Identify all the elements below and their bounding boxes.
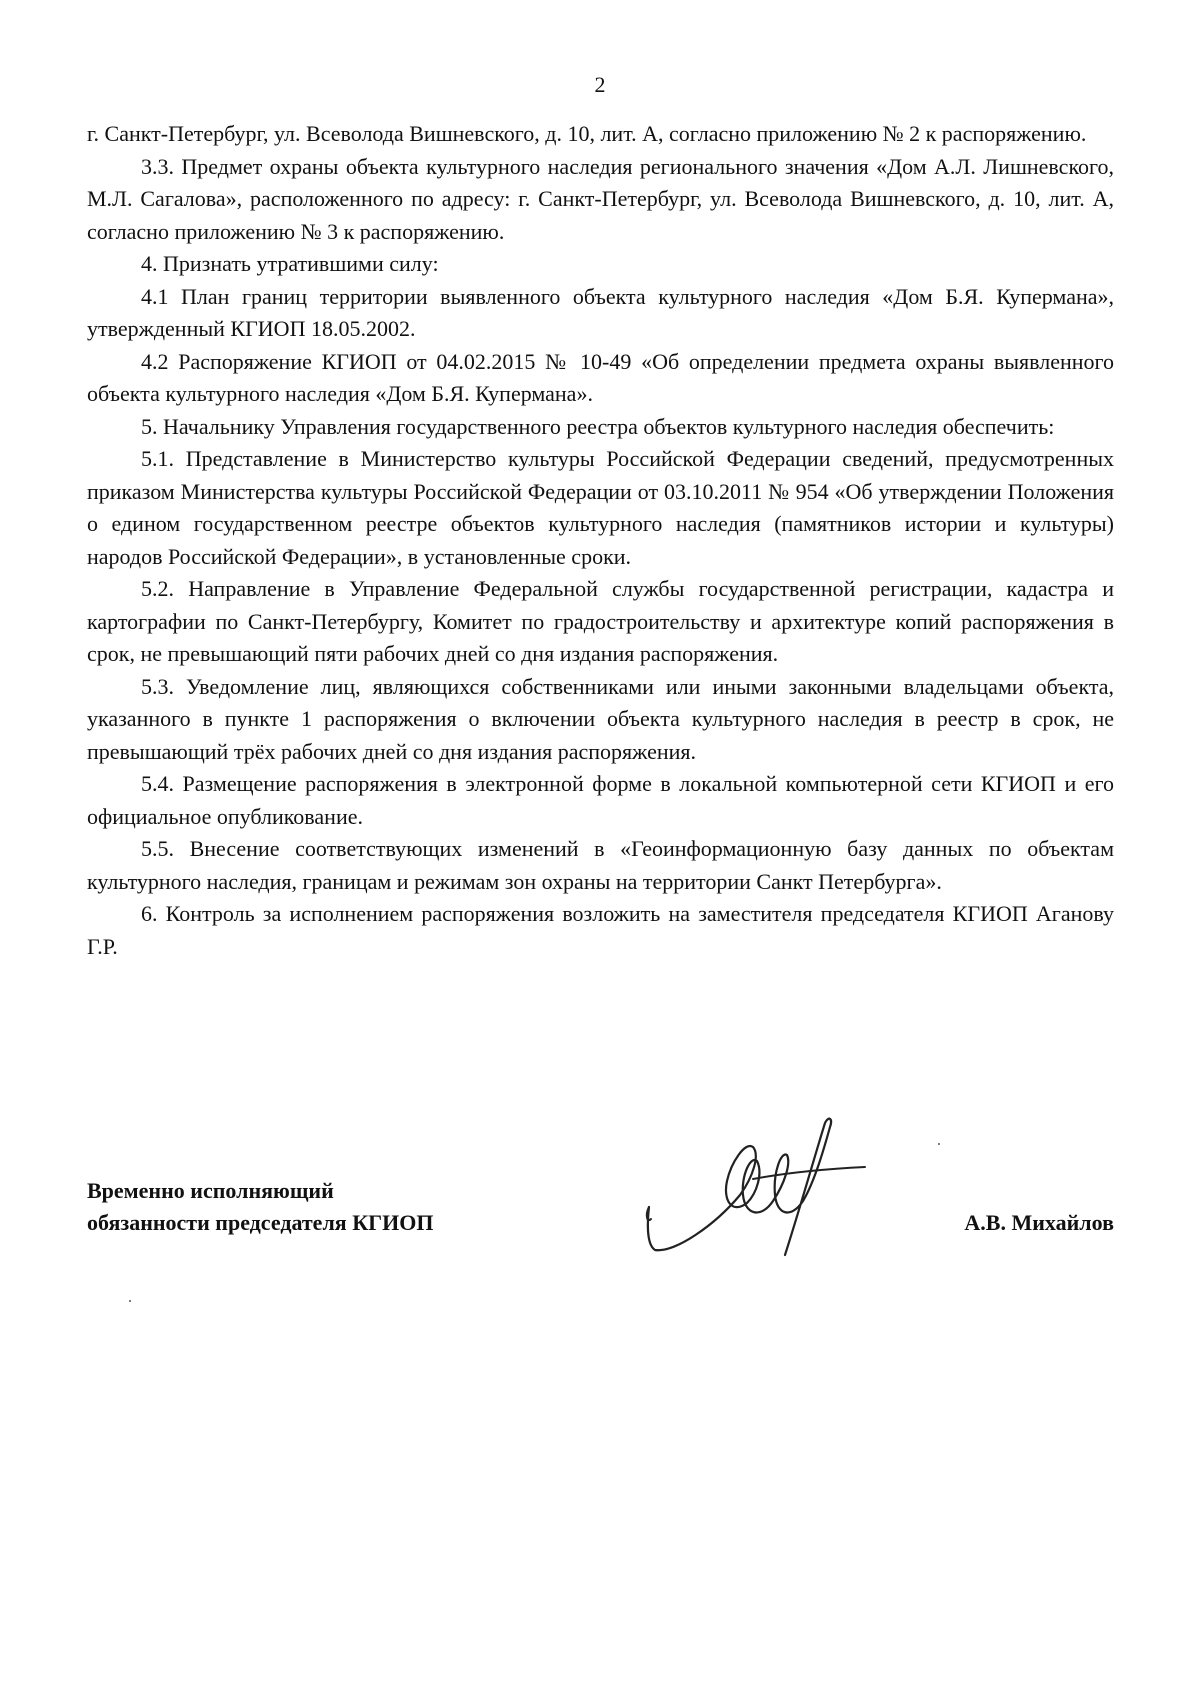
paragraph: 4.2 Распоряжение КГИОП от 04.02.2015 № 10-49 «Об определении предмета охраны выявленного объекта культурного наследия «Дом Б.Я. Купермана». bbox=[87, 348, 1114, 406]
page-number: 2 bbox=[594, 72, 606, 97]
scan-speck bbox=[938, 1143, 940, 1145]
paragraph: 6. Контроль за исполнением распоряжения возложить на заместителя председателя КГИОП Аганову Г.Р. bbox=[87, 901, 1114, 959]
signatory-title bbox=[87, 1175, 433, 1239]
paragraph: 4. Признать утратившими силу: bbox=[141, 251, 439, 276]
paragraph: 5.5. Внесение соответствующих изменений в «Геоинформационную базу данных по объектам культурного наследия, границам и режимам зон охраны на территории Санкт Петербурга». bbox=[87, 836, 1114, 894]
signature-block bbox=[87, 1175, 1114, 1255]
paragraph: 5. Начальнику Управления государственного реестра объектов культурного наследия обеспечить: bbox=[141, 413, 1055, 439]
signatory-name: А.В. Михайлов bbox=[964, 1210, 1114, 1235]
paragraph: 5.1. Представление в Министерство культуры Российской Федерации сведений, предусмотренных приказом Министерства культуры Российской Федерации от 03.10.2011 № 954 «Об утверждении Положения о едином государственном реестре объектов культурного наследия (памятников истории и культуры) народов Российской Федерации», в установленные сроки. bbox=[87, 446, 1114, 569]
paragraph: 5.2. Направление в Управление Федеральной службы государственной регистрации, кадастра и картографии по Санкт-Петербургу, Комитет по градостроительству и архитектуре копий распоряжения в срок, не превышающий пяти рабочих дней со дня издания распоряжения. bbox=[87, 576, 1114, 666]
scan-speck bbox=[129, 1300, 131, 1302]
paragraph: 5.3. Уведомление лиц, являющихся собственниками или иными законными владельцами объекта, указанного в пункте 1 распоряжения о включении объекта культурного наследия в реестр в срок, не превышающий трёх рабочих дней со дня издания распоряжения. bbox=[87, 673, 1114, 764]
signatory-title-line-2: обязанности председателя КГИОП bbox=[87, 1210, 434, 1235]
paragraph: 4.1 План границ территории выявленного объекта культурного наследия «Дом Б.Я. Купермана», утвержденный КГИОП 18.05.2002. bbox=[87, 283, 1114, 341]
signatory-title-line-1: Временно исполняющий bbox=[87, 1178, 334, 1203]
paragraph: 5.4. Размещение распоряжения в электронной форме в локальной компьютерной сети КГИОП и его официальное опубликование. bbox=[87, 771, 1114, 829]
paragraph: 3.3. Предмет охраны объекта культурного наследия регионального значения «Дом А.Л. Лишневского, М.Л. Сагалова», расположенного по адресу: г. Санкт-Петербург, ул. Всеволода Вишневского, д. 10, лит. А, согласно приложению № 3 к распоряжению. bbox=[87, 153, 1114, 244]
document-body bbox=[87, 118, 1114, 963]
handwritten-signature bbox=[635, 1115, 875, 1265]
paragraph: г. Санкт-Петербург, ул. Всеволода Вишневского, д. 10, лит. А, согласно приложению № 2 к распоряжению. bbox=[87, 121, 1087, 146]
